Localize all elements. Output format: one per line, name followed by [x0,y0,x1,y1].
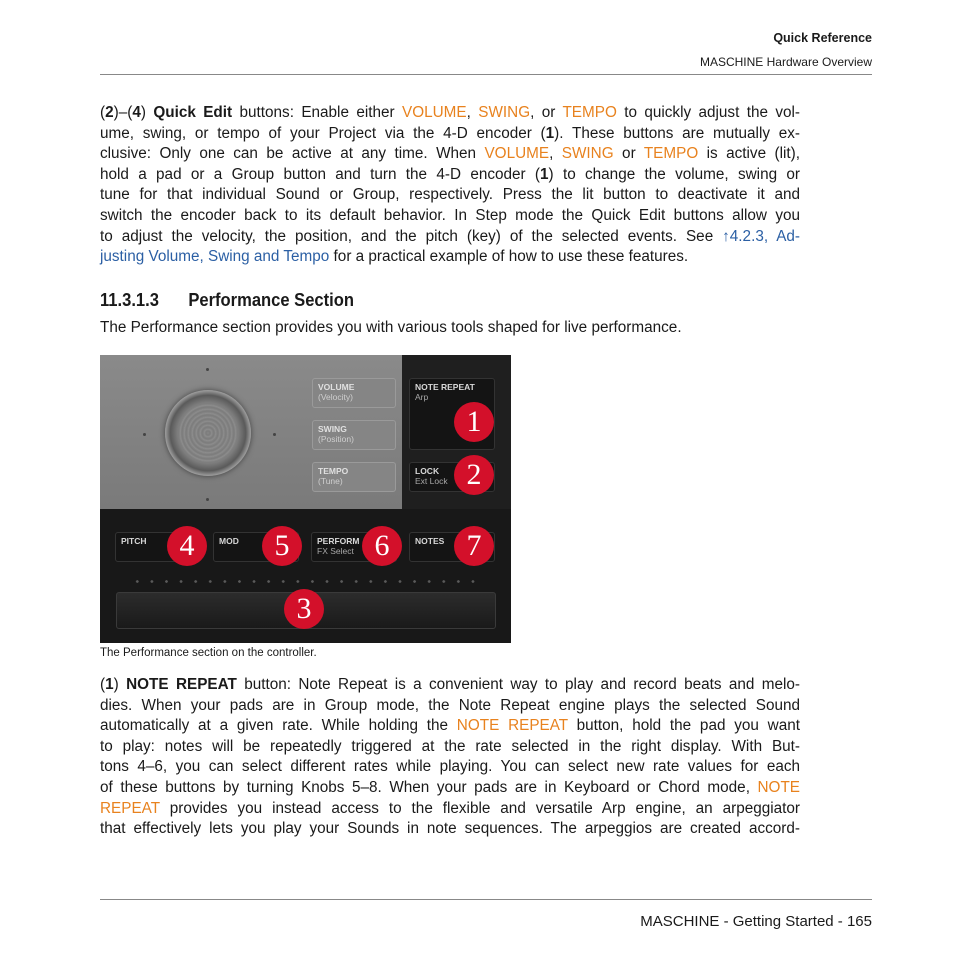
callout-badge-2: 2 [454,455,494,495]
text-line: tune for that individual Sound or Group, respectively. Press the lit button to deactivate it and [100,186,800,204]
text-line: tons 4–6, you can select different rates while playing. You can select new rate values for each [100,758,800,776]
performance-section-figure [100,355,511,643]
section-intro: The Performance section provides you with various tools shaped for live performance. [100,319,682,336]
ui-label-volume: VOLUME [402,104,467,121]
text-line: ume, swing, or tempo of your Project via the 4-D encoder (1). These buttons are mutually ex- [100,124,800,142]
pitch-button[interactable]: PITCH [115,532,201,562]
text-line: hold a pad or a Group button and turn the 4-D encoder (1) to change the volume, swing or [100,165,800,183]
panel-dot [206,498,209,501]
cross-reference-link[interactable]: ↑4.2.3, Ad- [722,227,800,245]
text-line: dies. When your pads are in Group mode, the Note Repeat engine plays the selected Sound [100,696,800,714]
volume-button[interactable]: VOLUME (Velocity) [312,378,396,408]
text-line: (2)–(4) Quick Edit buttons: Enable either VOLUME, SWING, or TEMPO to quickly adjust the vol- [100,104,801,121]
footer-divider [100,899,872,900]
encoder-cap [178,403,238,463]
ui-label-note-repeat: NOTE [757,778,800,796]
perform-button[interactable]: PERFORM FX Select [311,532,397,562]
cross-reference-link[interactable]: justing Volume, Swing and Tempo [100,248,330,266]
ui-label-swing: SWING [478,104,531,121]
text-line: REPEAT provides you instead access to the flexible and versatile Arp engine, an arpeggiator [100,799,800,817]
note-repeat-button[interactable]: NOTE REPEAT Arp [409,378,495,450]
4d-encoder-knob[interactable] [165,390,251,476]
page-footer: MASCHINE - Getting Started - 165 [640,913,872,930]
panel-dot [273,433,276,436]
text-line: that effectively lets you play your Sounds in note sequences. The arpeggios are created accord- [100,820,800,838]
header-chapter-title: MASCHINE Hardware Overview [699,55,872,69]
lock-button[interactable]: LOCK Ext Lock [409,462,495,492]
ui-label-note-repeat: NOTE REPEAT [456,717,568,735]
text-line: to play: notes will be repeatedly triggered at the rate selected in the right display. With But- [100,737,800,755]
text-line: clusive: Only one can be active at any time. When VOLUME, SWING or TEMPO is active (lit), [100,145,801,163]
section-title: Performance Section [188,290,354,310]
mod-button[interactable]: MOD [213,532,299,562]
text-line: to adjust the velocity, the position, and the pitch (key) of the selected events. See ↑4.2.3, Ad- [100,227,800,245]
ui-label-note-repeat: REPEAT [100,799,160,817]
quick-edit-paragraph [100,103,800,268]
notes-button[interactable]: NOTES [409,532,495,562]
note-repeat-term: NOTE REPEAT [126,676,237,693]
text-line: justing Volume, Swing and Tempo for a practical example of how to use these features. [100,248,689,266]
callout-badge-6: 6 [362,526,402,566]
header-divider [100,74,872,75]
section-heading [100,290,354,311]
ui-label-tempo: TEMPO [562,104,617,121]
ui-label-swing: SWING [561,145,614,163]
text-line: switch the encoder back to its default behavior. In Step mode the Quick Edit buttons allow you [100,206,800,224]
callout-badge-5: 5 [262,526,302,566]
text-line: of these buttons by turning Knobs 5–8. When your pads are in Keyboard or Chord mode, NOTE [100,778,800,796]
quick-edit-term: Quick Edit [153,104,233,121]
callout-badge-7: 7 [454,526,494,566]
tempo-button[interactable]: TEMPO (Tune) [312,462,396,492]
panel-dot [143,433,146,436]
ui-label-volume: VOLUME [484,145,550,163]
ui-label-tempo: TEMPO [643,145,699,163]
section-number: 11.3.1.3 [100,290,159,310]
callout-badge-3: 3 [284,589,324,629]
text-line: (1) NOTE REPEAT button: Note Repeat is a convenient way to play and record beats and melo- [100,676,800,693]
smart-strip-leds [130,580,480,583]
figure-caption: The Performance section on the controller. [100,647,317,659]
callout-badge-1: 1 [454,402,494,442]
text-line: automatically at a given rate. While holding the NOTE REPEAT button, hold the pad you want [100,717,800,735]
header-section-title: Quick Reference [773,31,872,45]
callout-badge-4: 4 [167,526,207,566]
panel-dot [206,368,209,371]
swing-button[interactable]: SWING (Position) [312,420,396,450]
note-repeat-paragraph [100,675,800,840]
